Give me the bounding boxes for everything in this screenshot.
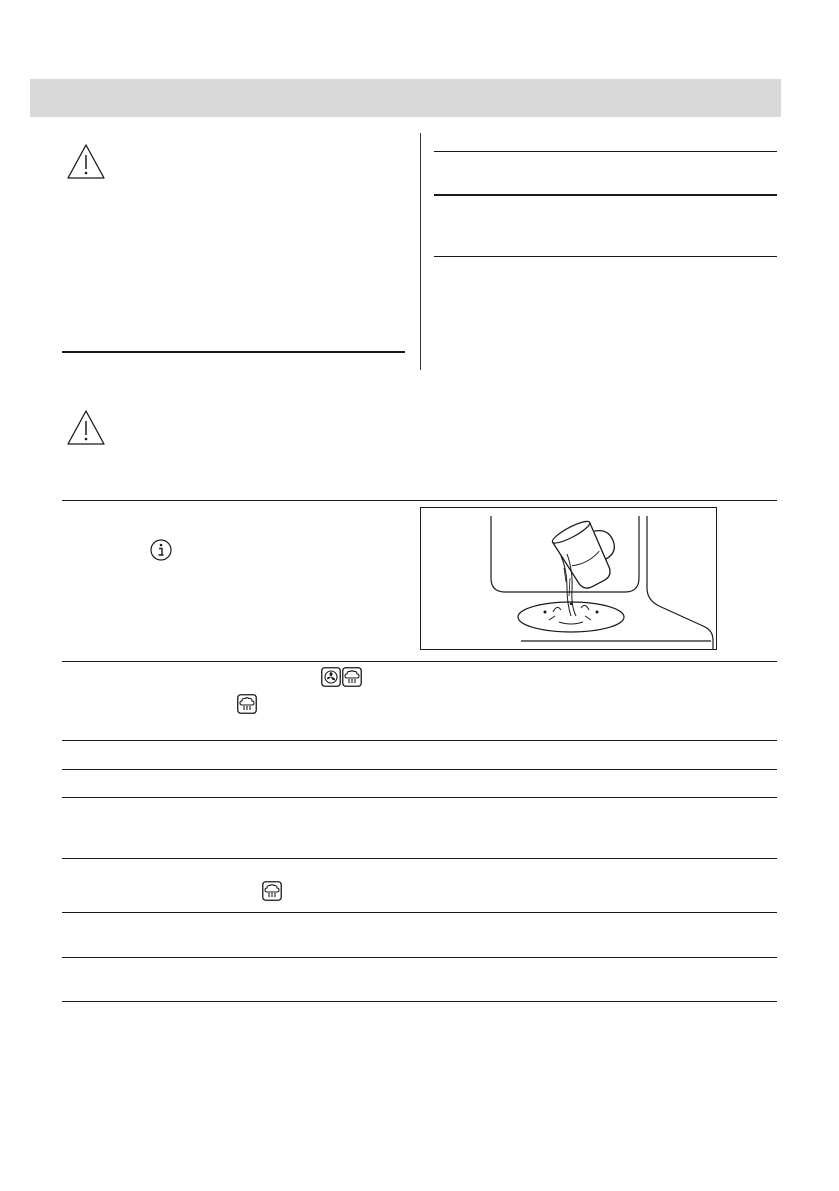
column-divider <box>420 133 421 370</box>
left-column-rule <box>62 351 405 353</box>
table-rule-5 <box>62 797 777 798</box>
table-rule-8 <box>62 957 777 958</box>
steam-icon <box>237 694 257 714</box>
right-rule-3 <box>434 256 777 257</box>
water-pouring-illustration <box>420 507 717 650</box>
table-rule-bottom <box>62 1001 777 1002</box>
oven-drawing <box>421 508 717 650</box>
table-rule-6 <box>62 858 777 859</box>
table-rule-top <box>62 500 777 501</box>
right-rule-1 <box>434 151 777 152</box>
warning-triangle-icon <box>66 409 106 446</box>
table-rule-2 <box>62 661 777 662</box>
steam-icon <box>342 667 362 687</box>
table-rule-3 <box>62 740 777 741</box>
warning-triangle-icon <box>66 143 106 180</box>
info-icon <box>150 539 172 561</box>
table-rule-7 <box>62 912 777 913</box>
fan-icon <box>321 667 341 687</box>
table-rule-4 <box>62 769 777 770</box>
steam-icon <box>262 881 282 901</box>
section-header-banner <box>30 79 781 117</box>
right-rule-2 <box>434 194 777 196</box>
